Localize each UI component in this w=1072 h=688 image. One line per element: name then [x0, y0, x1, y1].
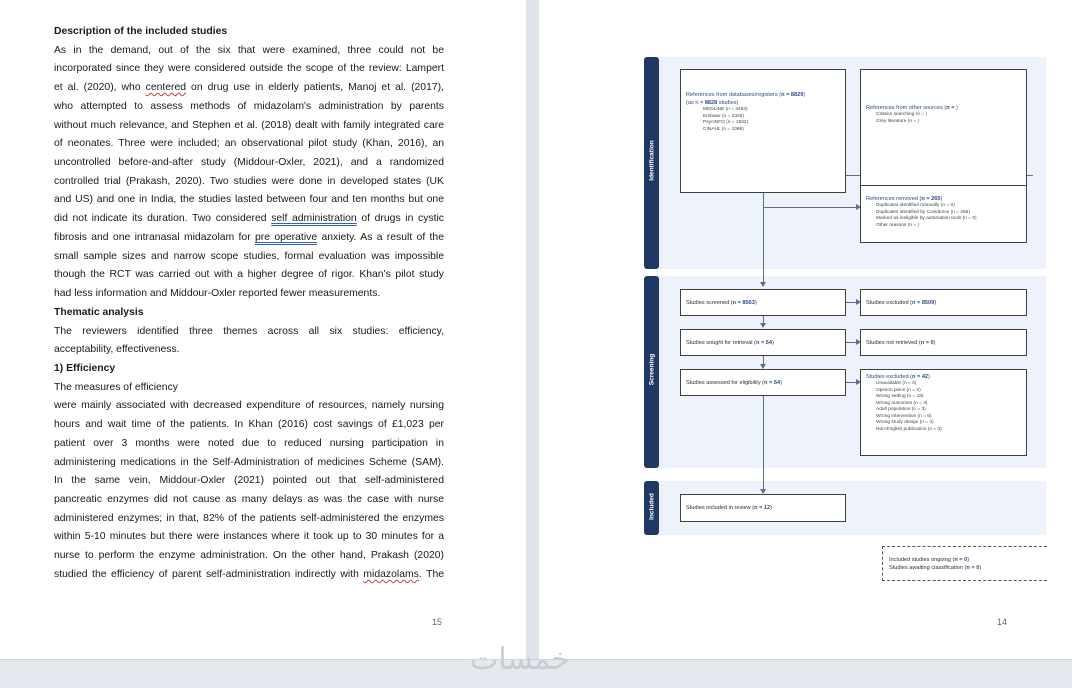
text-run: nurse to perform the enzyme administration. On the other hand, Prakash (2020) — [54, 550, 444, 562]
text-line — [54, 135, 444, 154]
database-item: PsycINFO (n = 1932) — [703, 120, 749, 125]
text-run: fibrosis and one intranasal midazolam for — [54, 231, 255, 243]
text-run: were mainly associated with decreased expenditure of resources, namely nursing — [54, 400, 444, 412]
databases-subtitle: (as n = 8828 studies) — [686, 100, 739, 106]
text-line — [54, 285, 444, 304]
not-retrieved-box: Studies not retrieved (n = 0) — [860, 329, 1027, 356]
connector-line — [846, 342, 856, 343]
text-line — [54, 397, 444, 416]
text-run: studied the efficiency of parent self-administration indirectly with — [54, 568, 364, 580]
awaiting-line: Studies awaiting classification (n = 0) — [889, 565, 982, 571]
removed-title: References removed (n = 265) — [866, 196, 943, 202]
screening-phase-bar — [644, 276, 659, 468]
text-run: did not indicate its duration. Two considered — [54, 213, 272, 225]
exclusion-reason: Unavailable (n = 4) — [876, 381, 917, 386]
identification-phase-bar — [644, 57, 659, 269]
section-heading: Thematic analysis — [54, 306, 144, 318]
text-line — [54, 229, 444, 248]
connector-line — [846, 302, 856, 303]
marked-word: pre operative — [255, 231, 318, 243]
arrow-down — [760, 323, 766, 328]
exclusion-reason: Wrong intervention (n = 5) — [876, 413, 932, 419]
text-run: As in the demand, out of the six that were examined, three could not be — [54, 44, 444, 56]
arrow-down — [760, 282, 766, 287]
text-line — [54, 454, 444, 473]
text-run: pancreatic enzymes did not cause as many delays as was the case with nurse — [54, 493, 444, 505]
text-line — [54, 42, 444, 61]
other-sources-box — [860, 69, 1027, 193]
exclusion-reason: Wrong outcomes (n = 3) — [876, 400, 928, 406]
ongoing-line: Included studies ongoing (n = 0) — [889, 557, 970, 563]
marked-word: midazolams — [363, 568, 419, 580]
page-number: 14 — [997, 617, 1008, 627]
other-source-item: Citation searching (n = ) — [876, 112, 928, 117]
text-line — [54, 435, 444, 454]
database-item: MEDLINE (n = 3483) — [703, 107, 748, 112]
text-run: patient over 3 months were noted due to reduced nursing participation in — [54, 437, 444, 449]
text-line — [54, 266, 444, 285]
text-line — [54, 341, 444, 360]
text-run: who attempted to assess methods of midazolam's administration by parents — [54, 100, 444, 112]
text-run: without much relevance, and Stephen et al. (2018) dealt with family integrated care — [54, 119, 444, 131]
text-run: on drug use in elderly patients, Manoj et al. (2017), — [186, 82, 444, 94]
text-line — [54, 472, 444, 491]
marked-word: self administration — [271, 213, 357, 225]
screening-label: Screening — [648, 353, 656, 386]
text-run: anxiety. As a result of the — [317, 231, 444, 243]
text-line — [54, 491, 444, 510]
text-run: of neonates. Three were included; an observational pilot study (Khan, 2016), an — [54, 138, 444, 150]
exclusion-reason: Wrong study design (n = 4) — [876, 420, 934, 425]
text-run: hours and wait time of the patients. In Khan (2016) cost savings of £1,023 per — [54, 419, 444, 431]
text-line — [54, 528, 444, 547]
exclusion-reason: Adult population (n = 3) — [876, 407, 926, 412]
text-run: within 5-10 minutes but there were instances where it took up to 30 minutes for a — [54, 531, 444, 543]
marked-word: centered — [145, 82, 187, 94]
other-sources-title: References from other sources (n = ) — [866, 105, 958, 111]
studies-excluded-eligibility-box — [860, 369, 1027, 456]
studies-included-box: Studies included in review (n = 12) — [680, 494, 846, 522]
text-run: In the same vein, Middour-Oxler (2021) pointed out that self-administered — [54, 475, 444, 487]
text-run: had less information and Middour-Oxler reported fewer measurements. — [54, 288, 381, 300]
text-run: administering medications in the Self-Administration of medicines Scheme (SAM). — [54, 456, 444, 468]
included-label: Included — [648, 493, 656, 520]
sought-retrieval-box: Studies sought for retrieval (n = 54) — [680, 329, 846, 356]
text-line — [54, 98, 444, 117]
other-source-item: Grey literature (n = ) — [876, 118, 920, 124]
text-line — [54, 79, 444, 98]
watermark: خمسات — [470, 642, 571, 677]
text-line — [54, 510, 444, 529]
text-line — [54, 416, 444, 435]
connector-line — [846, 382, 856, 383]
body-text — [54, 23, 444, 585]
document-page-left — [0, 0, 526, 659]
connector-line — [764, 207, 856, 208]
section-heading: Description of the included studies — [54, 26, 228, 37]
text-run: incorporated since they were considered outside the scope of the review: Lampert — [54, 63, 444, 75]
text-run: administered enzymes; in that, 82% of the patients self-administered the enzymes — [54, 512, 444, 524]
assessed-eligibility-box: Studies assessed for eligibility (n = 54) — [680, 369, 846, 396]
text-line — [54, 191, 444, 210]
document-page-right — [539, 0, 1072, 659]
studies-excluded-screen-box: Studies excluded (n = 8509) — [860, 289, 1027, 316]
studies-screened-box: Studies screened (n = 8563) — [680, 289, 846, 316]
databases-box — [680, 69, 846, 193]
text-line — [54, 566, 444, 585]
removed-item: Duplicates identified manually (n = 0) — [876, 203, 955, 208]
text-line — [54, 117, 444, 136]
text-run: et al. (2020), who — [54, 82, 146, 94]
removed-item: Marked as ineligible by automation tools (n = 0) — [876, 216, 977, 221]
included-phase-bar — [644, 481, 659, 535]
removed-item: Other reasons (n = ) — [876, 222, 920, 228]
ongoing-studies-box — [882, 546, 1047, 581]
text-line — [54, 210, 444, 229]
exclusion-reason: Opinion piece (n = 2) — [876, 387, 921, 393]
page-number: 15 — [432, 617, 443, 627]
text-run: acceptability, effectiveness. — [54, 344, 180, 356]
removed-item: Duplicates identified by Covidence (n = 265) — [876, 209, 970, 215]
connector-line — [763, 396, 764, 490]
section-heading: 1) Efficiency — [54, 362, 116, 374]
text-line — [54, 173, 444, 192]
text-line — [54, 60, 444, 79]
text-line: The measures of efficiency — [54, 381, 178, 393]
text-run: The reviewers identified three themes across all six studies: efficiency, — [54, 325, 444, 337]
text-line — [54, 154, 444, 173]
text-run: . The — [418, 568, 444, 580]
database-item: Embase (n = 2326) — [703, 113, 744, 119]
exclusion-reason: Wrong setting (n = 18) — [876, 394, 924, 399]
references-removed-box — [860, 185, 1027, 243]
excluded-title: Studies excluded (n = 42) — [866, 374, 930, 380]
databases-title: References from databases/registers (n = 8829) — [686, 92, 806, 98]
text-line — [54, 547, 444, 566]
exclusion-reason: Non-English publication (n = 3) — [876, 426, 942, 432]
text-run: and US) and one in India, the studies lasted between four and ten months but one — [54, 194, 444, 206]
text-run: though the RCT was carried out with a higher degree of rigor. Khan's pilot study — [54, 269, 444, 281]
text-line — [54, 323, 444, 342]
text-run: uncontrolled before-and-after study (Middour-Oxler, 2021), and a randomized — [54, 157, 444, 169]
database-item: CINAHL (n = 1068) — [703, 126, 744, 132]
text-line — [54, 248, 444, 267]
page-gap — [526, 0, 539, 659]
identification-label: Identification — [648, 140, 656, 181]
text-run: controlled trial (Prakash, 2020). Two studies were done in developed states (UK — [54, 175, 444, 187]
text-run: small sample sizes and narrow scope studies, formal evaluation was impossible — [54, 250, 444, 262]
text-run: of drugs in cystic — [356, 213, 444, 225]
